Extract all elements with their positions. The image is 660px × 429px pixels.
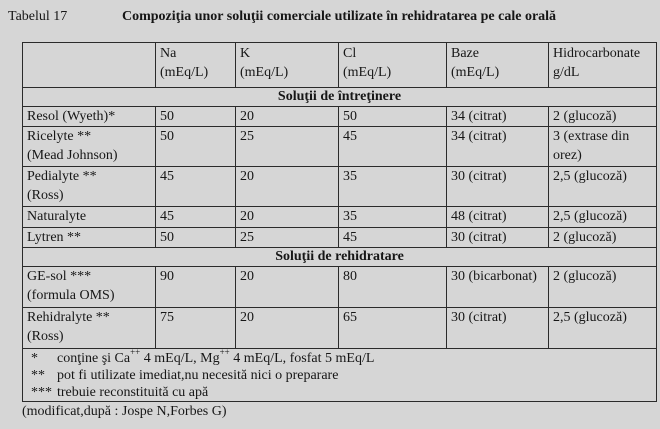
cell-cl: 35 — [339, 207, 447, 228]
header-unit: (mEq/L) — [160, 65, 209, 80]
product-name: GE-sol *** — [27, 269, 92, 284]
header-label: Hidrocarbonate — [553, 46, 641, 61]
cell-k: 20 — [236, 107, 339, 127]
table-row — [23, 127, 657, 167]
magnesium-charge: ++ — [219, 348, 230, 358]
section-title: Soluţii de rehidratare — [23, 248, 657, 267]
cell-cl: 50 — [339, 107, 447, 127]
header-cell-empty — [23, 43, 156, 88]
footnote-marker: * — [31, 351, 38, 366]
cell-hidrocarbonate: 2 (glucoză) — [549, 107, 657, 127]
table-header-row — [23, 43, 657, 88]
table-title: Compoziţia unor soluţii comerciale utilizate în rehidratarea pe cale orală — [122, 9, 557, 24]
header-unit: (mEq/L) — [343, 65, 392, 80]
product-subtitle: (Mead Johnson) — [27, 148, 118, 163]
cell-na: 50 — [156, 107, 236, 127]
header-cell-na — [156, 43, 236, 88]
cell-k: 20 — [236, 207, 339, 228]
section-row-rehidratare — [23, 248, 657, 267]
footnote — [31, 384, 656, 401]
cell-na: 50 — [156, 127, 236, 167]
hidrocarbonate-value: 3 (extrase din — [553, 129, 630, 144]
cell-name — [23, 127, 156, 167]
cell-name: Resol (Wyeth)* — [23, 107, 156, 127]
cell-na: 75 — [156, 308, 236, 349]
cell-hidrocarbonate: 2,5 (glucoză) — [549, 207, 657, 228]
header-label: Baze — [451, 46, 479, 61]
footnote-marker: *** — [31, 385, 52, 400]
section-title: Soluţii de întreţinere — [23, 88, 657, 107]
cell-cl: 45 — [339, 228, 447, 248]
header-unit: g/dL — [553, 65, 580, 80]
cell-cl: 35 — [339, 167, 447, 207]
cell-baze: 30 (bicarbonat) — [447, 267, 549, 308]
cell-k: 20 — [236, 167, 339, 207]
header-cell-k — [236, 43, 339, 88]
footnote-text: trebuie reconstituită cu apă — [57, 385, 209, 400]
cell-name: Naturalyte — [23, 207, 156, 228]
table-row — [23, 107, 657, 127]
cell-cl: 45 — [339, 127, 447, 167]
footnotes-cell — [23, 349, 657, 402]
cell-na: 50 — [156, 228, 236, 248]
cell-hidrocarbonate: 2,5 (glucoză) — [549, 167, 657, 207]
header-label: Cl — [343, 46, 357, 61]
table-row — [23, 207, 657, 228]
table-row — [23, 167, 657, 207]
cell-na: 45 — [156, 167, 236, 207]
product-subtitle: (Ross) — [27, 188, 64, 203]
section-row-intretinere — [23, 88, 657, 107]
product-name: Rehidralyte ** — [27, 310, 110, 325]
cell-na: 90 — [156, 267, 236, 308]
composition-table — [22, 42, 657, 402]
cell-hidrocarbonate: 2 (glucoză) — [549, 267, 657, 308]
header-unit: (mEq/L) — [451, 65, 500, 80]
footnote-text: pot fi utilizate imediat,nu necesită nici o preparare — [57, 368, 339, 383]
table-row — [23, 228, 657, 248]
cell-k: 25 — [236, 127, 339, 167]
cell-name: Lytren ** — [23, 228, 156, 248]
cell-name — [23, 167, 156, 207]
calcium-charge: ++ — [130, 348, 141, 358]
header-cell-cl — [339, 43, 447, 88]
product-name: Pedialyte ** — [27, 169, 97, 184]
header-label: Na — [160, 46, 177, 61]
cell-k: 20 — [236, 267, 339, 308]
cell-baze: 34 (citrat) — [447, 127, 549, 167]
table-row — [23, 308, 657, 349]
table-row — [23, 267, 657, 308]
footnote-marker: ** — [31, 368, 45, 383]
footnote-text-end: 4 mEq/L, fosfat 5 mEq/L — [229, 351, 375, 366]
cell-hidrocarbonate — [549, 127, 657, 167]
table-number: Tabelul 17 — [8, 9, 68, 24]
footnote — [31, 350, 656, 367]
cell-baze: 30 (citrat) — [447, 308, 549, 349]
cell-baze: 48 (citrat) — [447, 207, 549, 228]
cell-name — [23, 308, 156, 349]
source-citation: (modificat,după : Jospe N,Forbes G) — [22, 404, 227, 419]
header-unit: (mEq/L) — [240, 65, 289, 80]
cell-k: 20 — [236, 308, 339, 349]
footnote-text: conţine şi Ca — [57, 351, 131, 366]
header-cell-hidrocarbonate — [549, 43, 657, 88]
cell-name — [23, 267, 156, 308]
cell-baze: 30 (citrat) — [447, 167, 549, 207]
footnotes-row — [23, 349, 657, 402]
table-caption — [8, 8, 556, 26]
product-subtitle: (formula OMS) — [27, 288, 115, 303]
cell-baze: 34 (citrat) — [447, 107, 549, 127]
footnote-text-mid: 4 mEq/L, Mg — [140, 351, 220, 366]
cell-na: 45 — [156, 207, 236, 228]
cell-cl: 65 — [339, 308, 447, 349]
cell-cl: 80 — [339, 267, 447, 308]
footnote — [31, 367, 656, 384]
hidrocarbonate-value-cont: orez) — [553, 148, 582, 163]
cell-hidrocarbonate: 2,5 (glucoză) — [549, 308, 657, 349]
product-subtitle: (Ross) — [27, 329, 64, 344]
product-name: Ricelyte ** — [27, 129, 92, 144]
header-label: K — [240, 46, 251, 61]
header-cell-baze — [447, 43, 549, 88]
cell-baze: 30 (citrat) — [447, 228, 549, 248]
cell-k: 25 — [236, 228, 339, 248]
cell-hidrocarbonate: 2 (glucoză) — [549, 228, 657, 248]
